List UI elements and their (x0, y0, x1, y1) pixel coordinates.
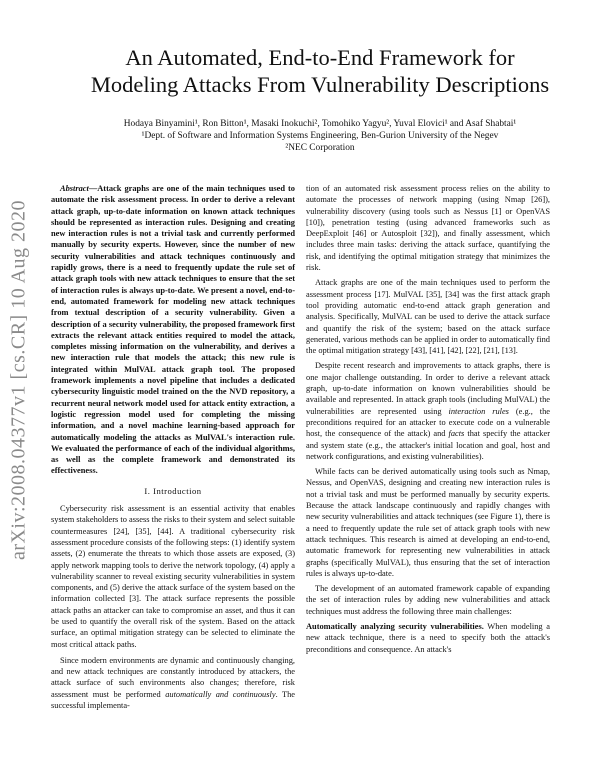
paper-title (40, 44, 600, 98)
intro-paragraph-2: Since modern environments are dynamic and continuously changing, and new attack techniques are constantly introduced by attackers, the attack surface of such environments also changes; therefore, risk assessment must be performed automatically and continuously. The successful implementa- (51, 655, 295, 711)
abstract-label: Abstract (60, 184, 89, 193)
right-column (306, 183, 550, 655)
intro-paragraph-3: tion of an automated risk assessment process relies on the ability to automate the processes of network mapping (using Nmap [26]), vulnerability discovery (using tools such as Nessus [1] or OpenVAS [10]), penetration testing (using advanced frameworks such as DeepExploit [46] or Autosploit [32]), and finally assessment, which includes three main tasks: deriving the attack surface, quantifying the risk, and identifying the optimal mitigation strategy that minimizes the risk. (306, 184, 550, 273)
emphasis-text: automatically and continuously (165, 689, 276, 699)
emphasis-facts: facts (448, 429, 465, 439)
title-line-2: Modeling Attacks From Vulnerability Descriptions (90, 72, 550, 97)
arxiv-identifier[interactable]: arXiv:2008.04377v1 [cs.CR] 10 Aug 2020 (7, 199, 30, 561)
author-list: Hodaya Binyamini¹, Ron Bitton¹, Masaki Inokuchi², Tomohiko Yagyu², Yuval Elovici¹ and Asaf Shabtai¹ (123, 119, 517, 129)
emphasis-interaction-rules: interaction rules (448, 406, 509, 416)
intro-paragraph-5: Despite recent research and improvements to attack graphs, there is one major challenge outstanding. In order to derive a relevant attack graph, up-to-date information on known vulnerabilities should be available and represented. In attack graph tools (including MulVAL) the vulnerabilities are represented using interaction rules (e.g., the preconditions required for an attacker to execute code on a vulnerable host, the consequence of the attack) and facts that specify the attacker and system state (e.g., the attacker's initial location and goal, host and network configurations, and existing vulnerabilities). (306, 361, 550, 461)
section-heading-introduction: I. Introduction (144, 485, 202, 496)
affiliation-2: ²NEC Corporation (285, 143, 355, 153)
intro-paragraph-6: While facts can be derived automatically using tools such as Nmap, Nessus, and OpenVAS, designing and creating new interaction rules is not a trivial task and must be performed manually by security experts. Because the attack landscape continuously and rapidly changes with new security vulnerabilities and attack techniques (see Figure 1), there is a need to frequently update the rule set of attack graph tools with new attack techniques. This research is aimed at developing an end-to-end, automatic framework for representing new vulnerabilities in attack graphs (specifically MulVAL), thus ensuring that the set of interaction rules is always up-to-date. (306, 467, 550, 578)
intro-paragraph-4: Attack graphs are one of the main techniques used to perform the assessment process [17]. MulVAL [35], [34] was the first attack graph tool providing automatic end-to-end attack graph generation and analysis. Specifically, MulVAL can be used to derive the attack surface and quantify the risk of the system; based on the attack surface generated, various methods can be applied in order to automatically find the optimal mitigation strategy [43], [41], [42], [22], [21], [13]. (306, 278, 550, 356)
left-column (51, 183, 295, 711)
intro-paragraph-7: The development of an automated framework capable of expanding the set of interaction rules by adding new vulnerabilities and attack techniques must address the following three main challenges: (306, 584, 550, 616)
title-line-1: An Automated, End-to-End Framework for (125, 45, 515, 70)
runin-heading: Automatically analyzing security vulnerabilities. (306, 621, 484, 631)
intro-paragraph-8: Automatically analyzing security vulnerabilities. When modeling a new attack technique, there is a need to specify both the attack's preconditions and consequence. An attack's (306, 621, 550, 654)
abstract (51, 183, 295, 477)
abstract-text: —Attack graphs are one of the main techniques used to automate the risk assessment process. In order to derive a relevant attack graph, up-to-date information on known attack techniques should be represented as interaction rules. Designing and creating new interaction rules is not a trivial task and currently performed manually by security experts. However, since the number of new security vulnerabilities and attack techniques continuously and rapidly grows, there is a need to frequently update the rule set of attack graph tools with new attack techniques to ensure that the set of interaction rules is always up-to-date. We present a novel, end-to-end, automated framework for modeling new attack techniques from textual description of a security vulnerability. Given a description of a security vulnerability, the proposed framework first extracts the relevant attack entities required to model the attack, completes missing information on the vulnerability, and derives a new interaction rule that models the attack; this new rule is integrated within MulVAL attack graph tool. The proposed framework implements a novel pipeline that includes a dedicated cybersecurity linguistic model trained on the the NVD repository, a recurrent neural network model used for attack entity extraction, a logistic regression model used for completing the missing information, and a novel machine learning-based approach for automatically modeling the attacks as MulVAL's interaction rule. We evaluated the performance of each of the individual algorithms, as well as the complete framework and demonstrated its effectiveness. (51, 184, 295, 476)
intro-paragraph-1: Cybersecurity risk assessment is an essential activity that enables system stakeholders to assess the risks to their system and select suitable countermeasures [24], [35], [44]. A traditional cybersecurity risk assessment procedure consists of the following steps: (1) identify system assets, (2) enumerate the threats to which those assets are exposed, (3) apply network mapping tools to derive the network topology, (4) apply a vulnerability scanner to reveal existing security vulnerabilities in system components, and (5) derive the attack surface of the system based on the information collected [3]. The attack surface represents the possible attack paths an attacker can take to compromise an asset, and thus it can be used to quantify the overall risk of the system. Based on the attack surface, an optimal mitigation strategy can be selected to eliminate the most critical attack paths. (51, 504, 295, 649)
arxiv-sidebar (2, 160, 36, 600)
affiliation-1: ¹Dept. of Software and Information Systems Engineering, Ben-Gurion University of the Negev (141, 131, 499, 141)
